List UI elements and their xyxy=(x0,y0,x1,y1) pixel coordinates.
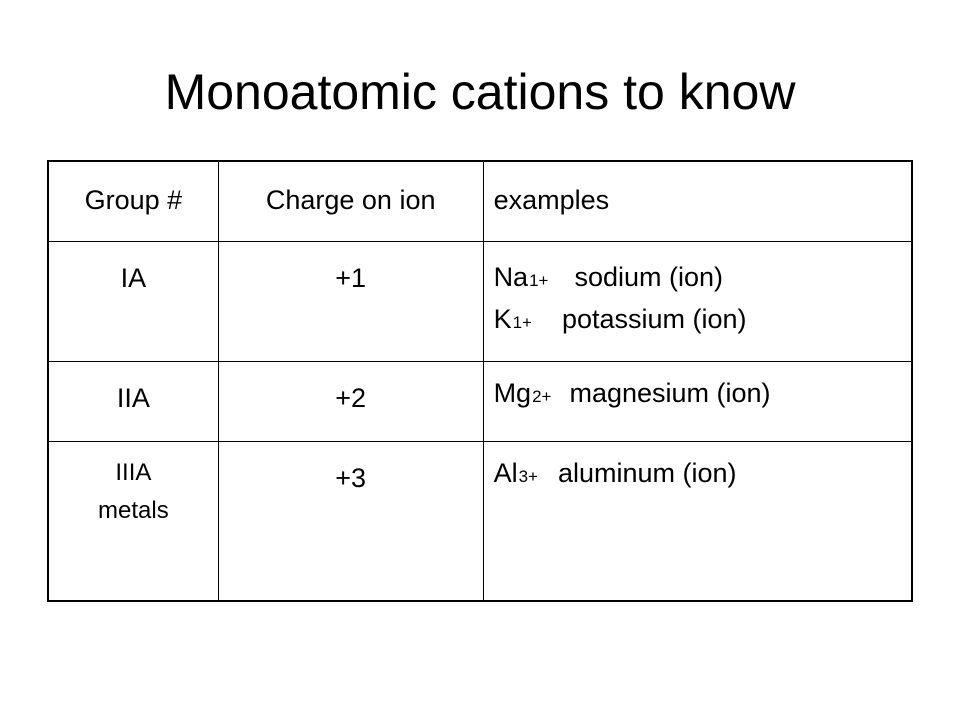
example-entry: Al 3+ aluminum (ion) xyxy=(494,452,911,494)
group-cell: IA xyxy=(48,241,218,361)
ion-symbol: Na xyxy=(493,261,529,292)
charge-cell: +2 xyxy=(218,361,483,441)
slide-title: Monoatomic cations to know xyxy=(164,64,796,120)
ion-symbol: K xyxy=(493,303,512,334)
ion-symbol: Mg xyxy=(493,377,532,408)
charge-cell: +3 xyxy=(218,441,483,601)
group-line: metals xyxy=(98,496,169,524)
examples-cell xyxy=(483,241,912,361)
ion-name: magnesium (ion) xyxy=(569,377,771,408)
ion-name: sodium (ion) xyxy=(574,261,724,292)
ion-name: aluminum (ion) xyxy=(557,457,737,488)
charge-cell: +1 xyxy=(218,241,483,361)
examples-cell xyxy=(483,361,912,441)
header-cell-examples: examples xyxy=(483,161,912,241)
table-row xyxy=(48,241,912,361)
example-entry: K 1+ potassium (ion) xyxy=(494,298,911,340)
header-cell-charge: Charge on ion xyxy=(218,161,483,241)
group-line: IIIA xyxy=(115,458,152,486)
table-row xyxy=(48,441,912,601)
ion-symbol: Al xyxy=(493,457,518,488)
header-cell-group: Group # xyxy=(48,161,218,241)
table-header-row xyxy=(48,161,912,241)
ion-name: potassium (ion) xyxy=(561,303,747,334)
table-row xyxy=(48,361,912,441)
group-cell: IIA xyxy=(48,361,218,441)
cations-table xyxy=(47,160,913,602)
example-entry: Na 1+ sodium (ion) xyxy=(494,256,911,298)
group-cell xyxy=(48,441,218,601)
example-entry: Mg 2+ magnesium (ion) xyxy=(494,372,911,414)
examples-cell xyxy=(483,441,912,601)
